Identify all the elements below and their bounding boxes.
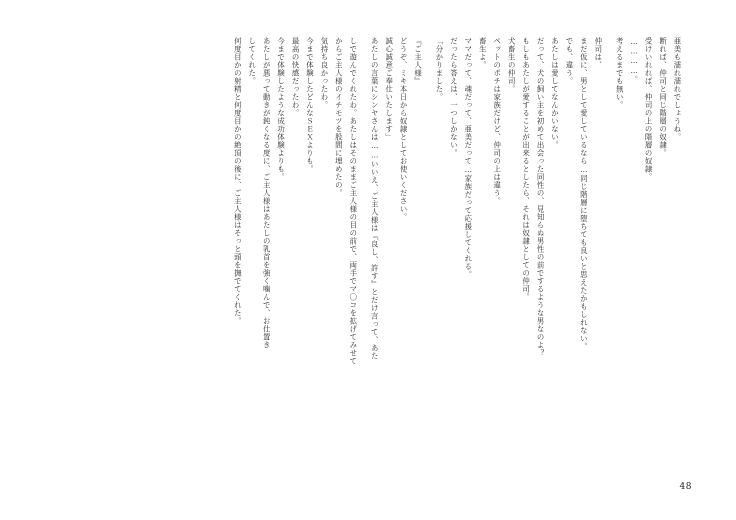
paragraph: まだ仮に、男として愛しているなら…同じ階層に堕ちても良いと思えたかもしれない。 [579, 36, 589, 351]
paragraph: してくれた。 [247, 36, 257, 85]
paragraph: 今まで体験したような成功体験よりも。 [276, 36, 286, 181]
paragraph: からご主人様のイチモツを股間に埋めたの。 [334, 36, 344, 197]
paragraph: 受けいれれば、仲司の上の階層の奴隷。 [644, 36, 654, 181]
paragraph: 畜生よ。 [478, 36, 488, 69]
paragraph: …………。 [629, 36, 639, 84]
page-number: 48 [679, 482, 692, 492]
paragraph: しで遊んでくれたわ。あたしはそのままご主人様の目の前で、両手でマ〇コを拡げてみせて [348, 36, 358, 365]
paragraph: 「分かりました。 [435, 36, 444, 101]
paragraph: あたしの言葉にシンヤさんは……いいえ、ご主人様は『良し、許す』とだけ言って、あた [370, 36, 380, 360]
paragraph: だって、犬の飼い主を初めて出会った同性の、見知らぬ男性の前でするような男なのよ？ [536, 36, 546, 357]
paragraph: 犬畜生の仲司。 [507, 36, 517, 93]
paragraph: 何度目かの射精と何度目かの絶頂の後に、ご主人様はそっと頭を撫でてくれた。 [233, 36, 243, 325]
paragraph: 今まで体験したどんなＳＥＸよりも。 [305, 36, 315, 173]
paragraph: 最高の快感だったわ。 [291, 36, 301, 117]
paragraph: あたしが悪って動きが鈍くなる度に、ご主人様はあたしの乳首を強く噛んで、お仕置き [262, 36, 272, 349]
paragraph: もしもあたしが愛することが出来るとしたら、それは奴隷としての仲司。 [521, 36, 531, 301]
paragraph: 仲司は、 [593, 36, 603, 69]
paragraph: ペットのポチは家族だけど、仲司の上は違う。 [492, 36, 502, 205]
paragraph: 気持ち良かったわ。 [319, 36, 329, 109]
paragraph: あたしは愛してなんかいない。 [550, 36, 560, 149]
paragraph: でも、違う。 [564, 36, 574, 85]
paragraph: ママだって、魂だって、亜美だって…家族だって応援してくれる。 [463, 36, 473, 279]
paragraph: 『ご主人様』 [413, 36, 423, 85]
paragraph: 誠心誠意ご奉仕いたします」 [384, 36, 394, 141]
paragraph: だったら答えは、一つしかない。 [449, 36, 459, 157]
paragraph: 亜美も濡れ濡れでしょうね。 [673, 36, 682, 141]
paragraph: どうぞ、ミキ本日から奴隷としてお使いください。 [399, 36, 409, 221]
paragraph: 断れば、仲司と同じ階層の奴隷。 [658, 36, 668, 157]
paragraph: 考えるまでも無い。 [615, 36, 625, 109]
page-body-text [60, 30, 684, 460]
